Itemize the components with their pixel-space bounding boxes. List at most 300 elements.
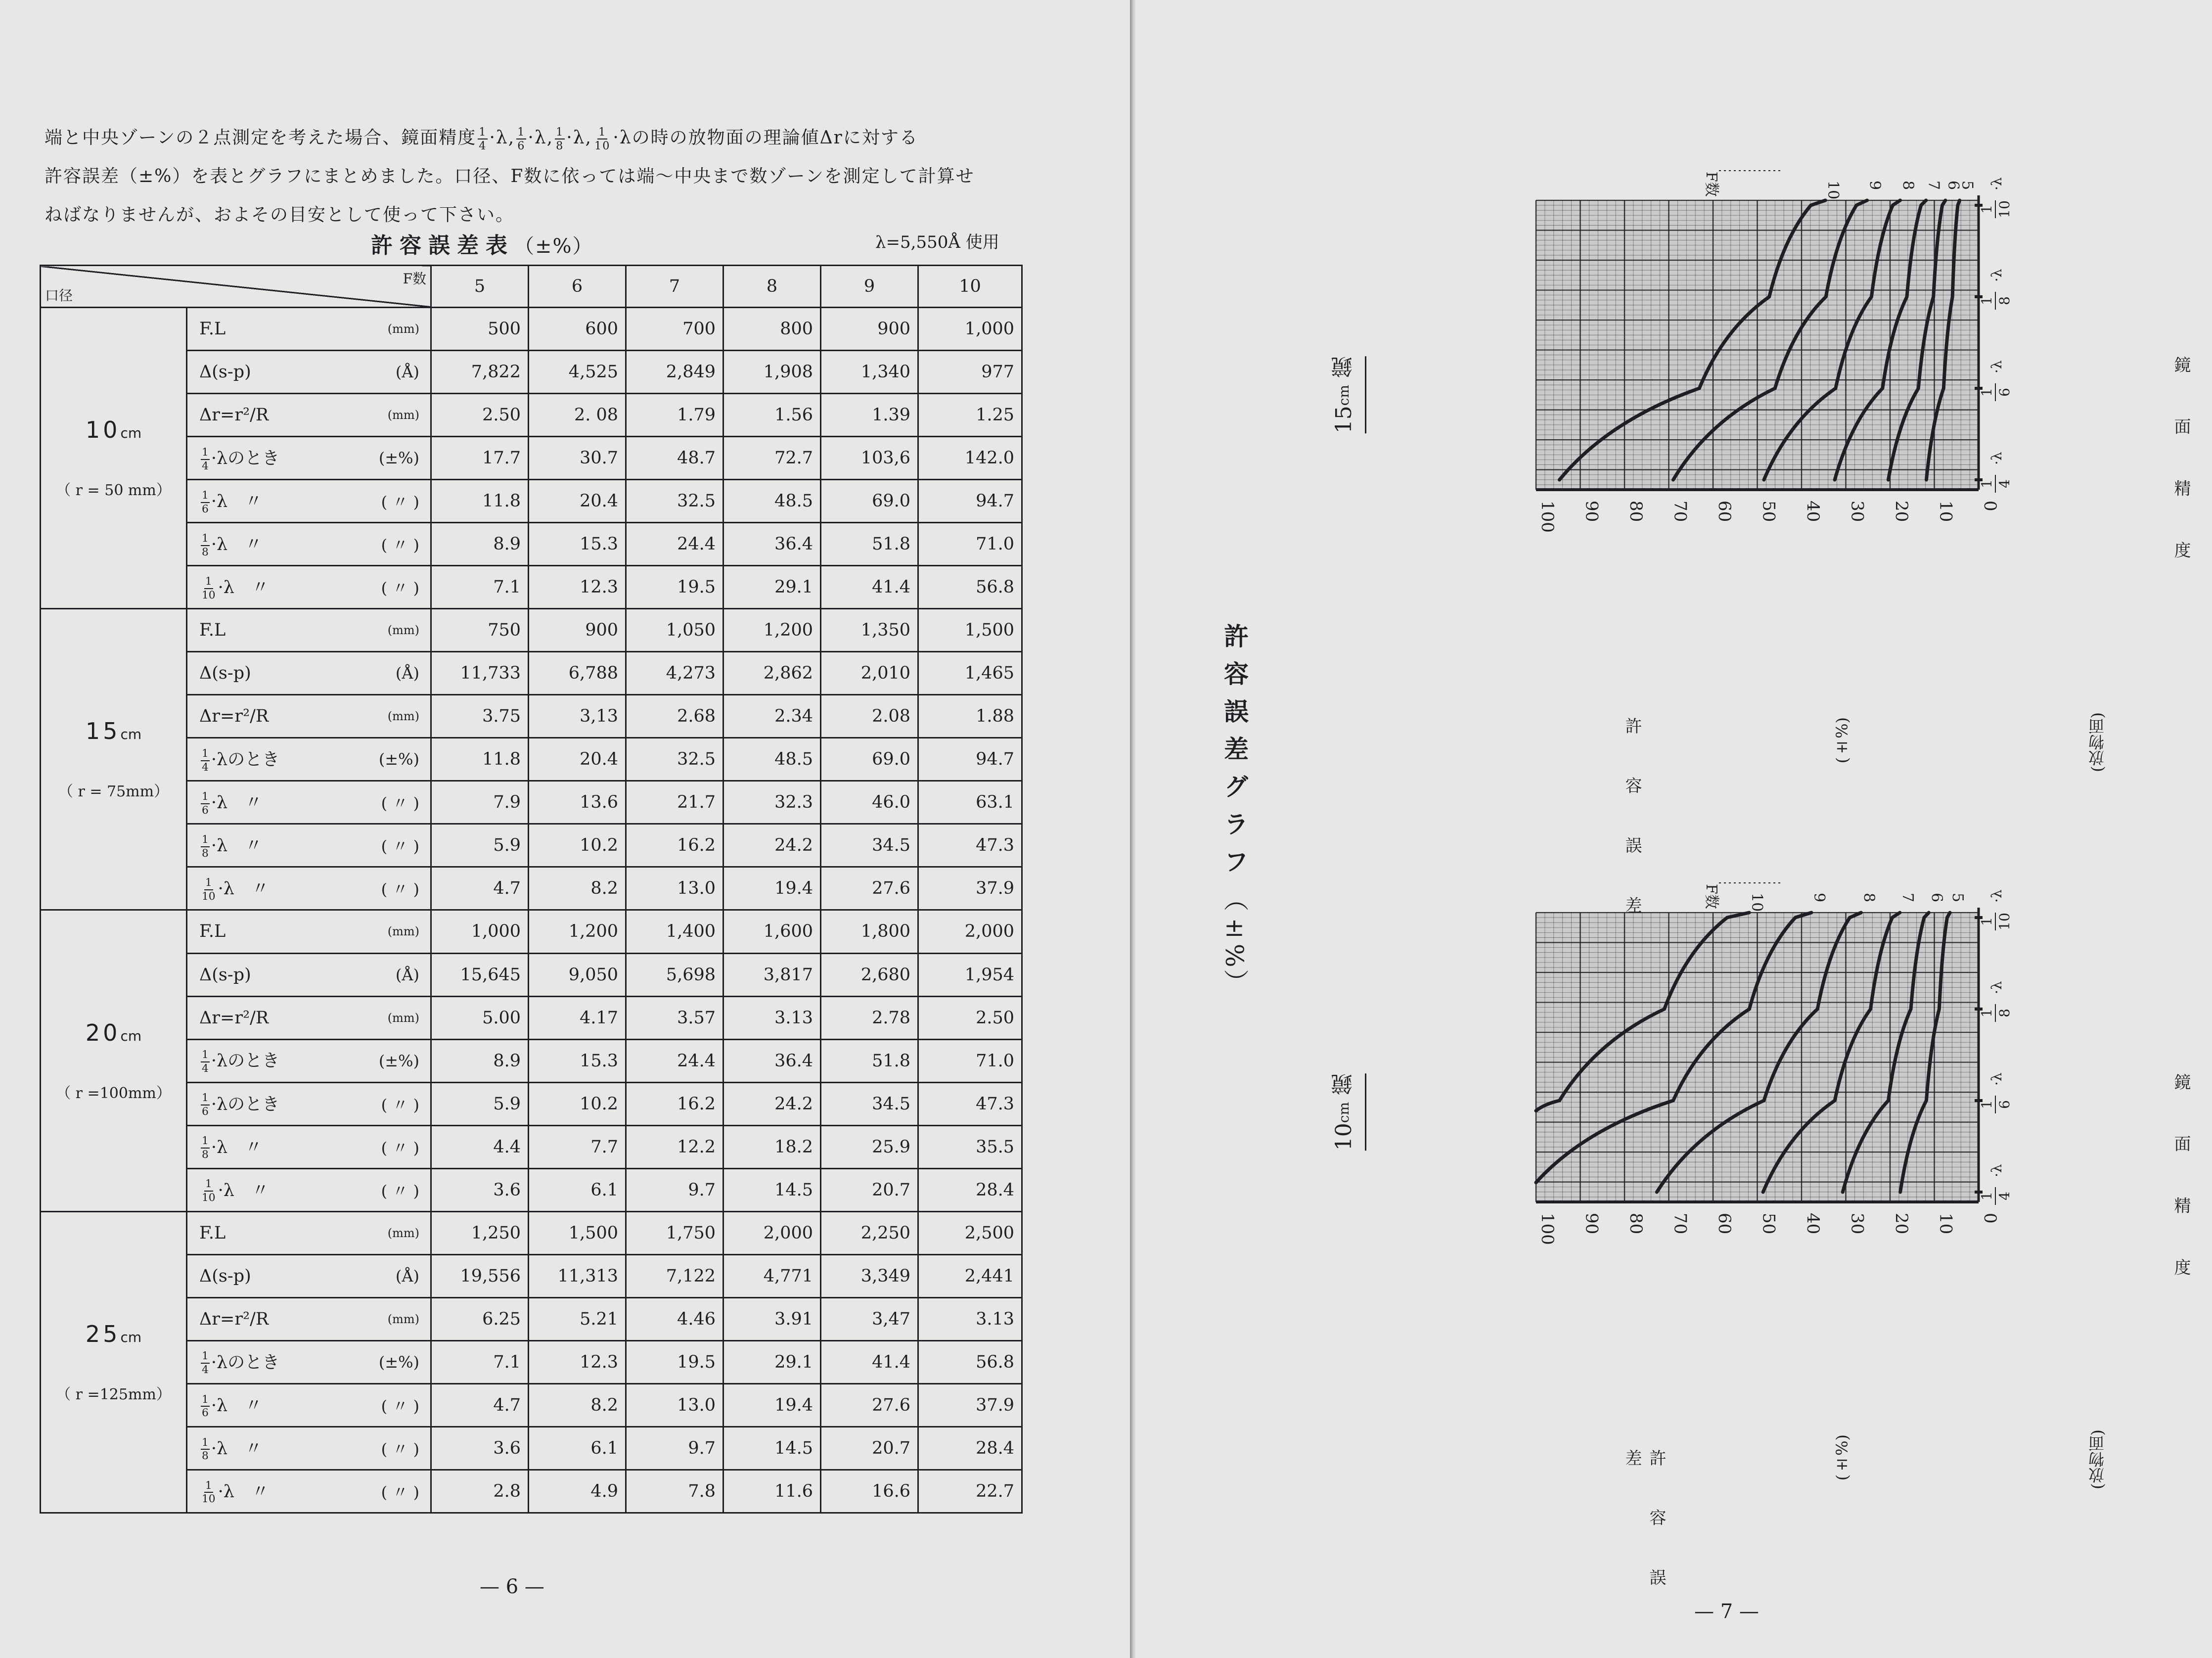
table-row [41,781,1022,824]
aperture-radius: （ r =100mm） [56,1084,171,1102]
row-label-cell [187,1039,431,1082]
table-row [41,1211,1022,1254]
aperture-radius: （ r =125mm） [56,1385,171,1403]
frac-den: 8 [202,847,209,860]
table-cell: 7.9 [431,781,529,824]
intro-text: ·λ, [566,128,592,148]
table-header-row [41,266,1022,308]
table-cell: 10.2 [529,1082,626,1125]
aperture-size-value: 10 [85,416,121,444]
table-row [41,910,1022,953]
x-tick-label: 60 [1715,1213,1734,1235]
table-cell: 4,771 [723,1254,821,1297]
row-unit: ( 〃 ) [381,1439,419,1459]
y-tick-num: 1 [1979,205,1995,214]
f-label [1703,884,1720,909]
frac-num: 1 [204,877,213,890]
table-cell: 12.3 [529,566,626,609]
table-cell: 12.3 [529,1340,626,1383]
row-unit: (mm) [387,1011,419,1025]
table-cell: 1,954 [918,953,1022,996]
y-tick-den: 4 [1996,479,2013,488]
table-cell: 5.00 [431,996,529,1039]
table-cell: 7.1 [431,1340,529,1383]
row-label: ·λ 〃 [211,1137,263,1157]
table-cell: 6.1 [529,1427,626,1470]
intro-paragraph [45,119,1024,234]
table-row [41,1039,1022,1082]
table-cell: 2,000 [918,910,1022,953]
row-unit: (±%) [378,1352,419,1372]
table-row [41,996,1022,1039]
y-tick-num: 1 [1979,1192,1995,1200]
frac-den: 10 [202,1493,216,1506]
graph-title-15cm [1328,356,1366,433]
y-tick-num: 1 [1979,1009,1995,1017]
right-page [1135,0,2212,1658]
table-cell: 8.9 [431,1039,529,1082]
table-cell: 1,000 [431,910,529,953]
row-label-cell [187,996,431,1039]
series-label-text: 6 [1944,181,1962,190]
row-label-cell [187,781,431,824]
graph-15cm [1373,163,2115,648]
table-cell: 1.25 [918,394,1022,437]
table-cell: 4.7 [431,867,529,910]
table-cell: 20.4 [529,480,626,523]
row-label: Δr=r²/R [199,1008,269,1028]
table-cell: 8.9 [431,523,529,566]
x-tick-label: 40 [1803,501,1823,522]
frac-num: 1 [201,748,210,761]
table-cell: 32.5 [626,738,723,781]
table-corner-cell [41,266,431,308]
frac-den: 8 [202,546,209,558]
table-cell: 2,500 [918,1211,1022,1254]
row-label-cell [187,480,431,523]
y-tick-num: 1 [1979,917,1995,926]
graph-title-size: 15 [1331,406,1356,434]
series-label [1866,181,1884,190]
y-tick-label [1979,889,2013,930]
table-cell: 2.50 [918,996,1022,1039]
series-label [1949,893,1966,902]
table-cell: 103,6 [821,437,918,480]
table-cell: 1,750 [626,1211,723,1254]
row-unit: (Å) [395,664,419,683]
frac-den: 10 [202,1192,216,1204]
f-number-header: 9 [821,266,918,308]
frac-num: 1 [201,1394,210,1407]
row-unit: ( 〃 ) [381,579,419,598]
y-tick-label [1979,360,2013,401]
table-cell: 15.3 [529,523,626,566]
table-cell: 9.7 [626,1168,723,1211]
series-label [1928,893,1945,902]
table-cell: 4.9 [529,1470,626,1513]
table-cell: 69.0 [821,738,918,781]
table-cell: 9.7 [626,1427,723,1470]
x-tick-label: 20 [1892,1213,1911,1235]
row-unit: ( 〃 ) [381,794,419,813]
table-cell: 34.5 [821,1082,918,1125]
table-cell: 6,788 [529,652,626,695]
frac-num: 1 [201,834,210,847]
table-cell: 4.17 [529,996,626,1039]
table-cell: 10.2 [529,824,626,867]
frac-den: 4 [202,761,209,774]
row-label-cell [187,523,431,566]
row-label: ·λ 〃 [211,1395,263,1416]
row-unit: ( 〃 ) [381,880,419,899]
f-number-header: 8 [723,266,821,308]
table-cell: 3.6 [431,1427,529,1470]
table-cell: 56.8 [918,1340,1022,1383]
aperture-size-value: 15 [85,718,121,745]
table-cell: 71.0 [918,523,1022,566]
table-cell: 13.0 [626,867,723,910]
fraction [516,127,526,152]
frac-num: 1 [204,1480,213,1493]
table-cell: 41.4 [821,566,918,609]
series-label-text: 8 [1860,893,1878,903]
row-unit: ( 〃 ) [381,1482,419,1502]
intro-text: ·λ, [528,128,554,148]
table-cell: 12.2 [626,1125,723,1168]
y-tick-lambda: ·λ [1988,1072,2005,1086]
table-cell: 28.4 [918,1427,1022,1470]
table-cell: 19.4 [723,1383,821,1427]
table-cell: 94.7 [918,480,1022,523]
table-row [41,1383,1022,1427]
series-label-text: 7 [1925,181,1942,190]
x-zero-note-bottom: (放物面) [2088,1429,2107,1489]
table-cell: 35.5 [918,1125,1022,1168]
table-cell: 11,313 [529,1254,626,1297]
row-unit: ( 〃 ) [381,536,419,555]
row-label: ·λ 〃 [211,535,263,555]
row-label: Δr=r²/R [199,405,269,425]
x-tick-label: 100 [1537,501,1557,533]
graph-title-word: 鏡 [1331,1073,1356,1095]
y-tick-den: 10 [1996,200,2013,218]
fraction [201,877,217,902]
y-tick-label [1979,177,2013,218]
x-tick-label: 70 [1670,1213,1690,1235]
aperture-cell [41,609,187,910]
table-cell: 2,010 [821,652,918,695]
table-row [41,1168,1022,1211]
fraction [201,834,210,859]
frac-den: 6 [202,1105,209,1118]
row-unit: (mm) [387,1312,419,1326]
table-cell: 1,800 [821,910,918,953]
frac-den: 4 [202,1062,209,1075]
row-label-cell [187,652,431,695]
row-label-cell [187,953,431,996]
aperture-size-unit: cm [120,1329,142,1345]
row-label-cell [187,1082,431,1125]
table-cell: 5.9 [431,1082,529,1125]
fraction [478,127,488,152]
table-cell: 1,465 [918,652,1022,695]
table-cell: 72.7 [723,437,821,480]
intro-line-1 [45,119,1024,157]
frac-num: 1 [201,1351,210,1364]
row-label-cell [187,1211,431,1254]
frac-num: 1 [204,1179,213,1192]
table-cell: 7,822 [431,351,529,394]
table-cell: 24.4 [626,523,723,566]
frac-den: 6 [202,804,209,817]
series-label [1824,181,1842,199]
table-cell: 3,349 [821,1254,918,1297]
table-cell: 1,050 [626,609,723,652]
y-tick-lambda: ·λ [1988,360,2005,373]
table-cell: 1.79 [626,394,723,437]
row-label-cell [187,609,431,652]
table-cell: 4.4 [431,1125,529,1168]
table-cell: 1,340 [821,351,918,394]
row-label: Δ(s-p) [199,663,251,684]
table-cell: 47.3 [918,1082,1022,1125]
frac-den: 10 [594,139,611,152]
row-label-cell [187,1340,431,1383]
y-tick-num: 1 [1979,1100,1995,1109]
table-cell: 5.21 [529,1297,626,1340]
table-cell: 63.1 [918,781,1022,824]
table-cell: 700 [626,308,723,351]
fraction [201,447,210,471]
row-label: ·λのとき [211,1352,280,1373]
table-cell: 1,350 [821,609,918,652]
series-label-text: 10 [1748,893,1766,912]
frac-den: 6 [517,139,526,152]
table-row [41,867,1022,910]
row-label: F.L [199,921,226,942]
series-label-text: 8 [1899,181,1917,190]
row-label-cell [187,308,431,351]
table-cell: 51.8 [821,523,918,566]
row-label-cell [187,1125,431,1168]
table-cell: 47.3 [918,824,1022,867]
fraction [593,127,611,152]
table-cell: 37.9 [918,1383,1022,1427]
f-number-header: 5 [431,266,529,308]
x-tick-label: 0 [1980,1213,2000,1224]
frac-num: 1 [516,127,526,139]
tolerance-table [40,265,1023,1514]
f-label-text: F数 [1703,172,1720,197]
table-cell: 3.13 [918,1297,1022,1340]
table-cell: 36.4 [723,1039,821,1082]
row-label: Δr=r²/R [199,706,269,727]
intro-text: 端と中央ゾーンの２点測定を考えた場合、鏡面精度 [45,128,477,148]
table-cell: 32.5 [626,480,723,523]
table-cell: 7.1 [431,566,529,609]
frac-num: 1 [201,1093,210,1105]
table-cell: 6.25 [431,1297,529,1340]
table-row [41,480,1022,523]
table-cell: 51.8 [821,1039,918,1082]
table-cell: 94.7 [918,738,1022,781]
table-cell: 500 [431,308,529,351]
table-cell: 8.2 [529,867,626,910]
fraction [201,1179,217,1203]
row-unit: (±%) [378,1051,419,1070]
row-label: ·λのとき [211,449,280,469]
table-cell: 1,908 [723,351,821,394]
row-label: ·λ 〃 [218,578,269,598]
y-tick-lambda: ·λ [1988,177,2005,190]
frac-num: 1 [201,533,210,546]
x-tick-label: 70 [1670,501,1690,522]
series-label-text: 6 [1928,893,1945,903]
table-cell: 3.57 [626,996,723,1039]
frac-num: 1 [597,127,607,139]
row-label-cell [187,1168,431,1211]
row-unit: ( 〃 ) [381,1396,419,1416]
table-cell: 1,500 [918,609,1022,652]
table-cell: 3,13 [529,695,626,738]
series-label-text: 10 [1824,181,1842,200]
table-cell: 2.78 [821,996,918,1039]
table-cell: 36.4 [723,523,821,566]
y-tick-den: 8 [1996,296,2013,305]
x-tick-label: 90 [1581,501,1602,522]
row-label-cell [187,1254,431,1297]
row-unit: (mm) [387,1226,419,1240]
book-gutter [1130,0,1135,1658]
fraction [201,791,210,816]
series-label [1959,181,1976,190]
row-label-cell [187,351,431,394]
aperture-size-value: 25 [85,1320,121,1347]
graph-10cm [1373,875,2115,1360]
table-cell: 1.56 [723,394,821,437]
x-tick-label: 90 [1581,1213,1602,1235]
table-cell: 3.91 [723,1297,821,1340]
table-row [41,437,1022,480]
table-row [41,1340,1022,1383]
table-cell: 2,250 [821,1211,918,1254]
aperture-size [41,718,186,744]
lambda-note: λ=5,550Å 使用 [875,232,999,252]
y-tick-label [1979,1164,2013,1205]
row-label: ·λ 〃 [211,1438,263,1459]
row-label-cell [187,1470,431,1513]
intro-text: ·λ, [489,128,515,148]
table-cell: 4,525 [529,351,626,394]
row-label-cell [187,867,431,910]
table-cell: 20.7 [821,1427,918,1470]
graph-title-size: 10 [1331,1123,1356,1151]
table-cell: 19.5 [626,566,723,609]
y-tick-label [1979,269,2013,310]
table-cell: 6.1 [529,1168,626,1211]
x-axis-label-top: 許 容 誤 差 [1622,717,1642,932]
table-cell: 1,250 [431,1211,529,1254]
x-tick-label: 0 [1980,501,2000,511]
series-label-text: 9 [1810,893,1828,903]
y-axis-label-top: 鏡 面 精 度 [2171,356,2191,578]
row-unit: ( 〃 ) [381,1181,419,1200]
fraction [201,1050,210,1074]
aperture-size [41,416,186,443]
y-tick-den: 10 [1996,913,2013,930]
table-cell: 9,050 [529,953,626,996]
table-cell: 2,680 [821,953,918,996]
table-cell: 3.13 [723,996,821,1039]
aperture-size-unit: cm [120,1027,142,1044]
y-tick-label [1979,1072,2013,1113]
table-cell: 2.8 [431,1470,529,1513]
aperture-size-value: 20 [85,1019,121,1046]
y-tick-lambda: ·λ [1988,452,2005,465]
series-label-text: 5 [1949,893,1967,903]
table-row [41,1427,1022,1470]
row-label: ·λ 〃 [211,793,263,813]
row-label-cell [187,1297,431,1340]
aperture-cell [41,308,187,609]
x-tick-label: 30 [1847,1213,1867,1235]
table-cell: 2,000 [723,1211,821,1254]
series-label [1899,181,1916,190]
table-cell: 1,000 [918,308,1022,351]
frac-num: 1 [555,127,565,139]
y-tick-label [1979,452,2013,493]
aperture-cell [41,1211,187,1513]
graph-title-unit: cm [1336,1102,1352,1123]
row-label: F.L [199,620,226,641]
table-cell: 600 [529,308,626,351]
row-unit: (mm) [387,709,419,724]
row-label: ·λのとき [211,1094,280,1114]
fraction [201,490,210,514]
table-cell: 56.8 [918,566,1022,609]
fraction [201,1480,217,1505]
corner-aperture-label: 口径 [45,287,73,304]
graph-title-word: 鏡 [1331,356,1356,378]
row-label-cell [187,695,431,738]
series-label-text: 5 [1958,181,1976,190]
y-tick-lambda: ·λ [1988,889,2005,903]
intro-text: ·λの時の放物面の理論値Δrに対する [613,128,918,148]
table-cell: 1.88 [918,695,1022,738]
table-cell: 3.75 [431,695,529,738]
x-zero-note-top: (放物面) [2088,712,2107,772]
table-cell: 21.7 [626,781,723,824]
aperture-size [41,1019,186,1046]
table-cell: 750 [431,609,529,652]
table-row [41,695,1022,738]
row-unit: ( 〃 ) [381,1138,419,1157]
table-cell: 5,698 [626,953,723,996]
table-cell: 5.9 [431,824,529,867]
x-tick-label: 10 [1936,1213,1956,1235]
table-cell: 34.5 [821,824,918,867]
table-row [41,652,1022,695]
table-cell: 142.0 [918,437,1022,480]
y-tick-num: 1 [1979,479,1995,488]
frac-den: 10 [202,589,216,601]
x-tick-label: 60 [1715,501,1734,522]
table-cell: 11.8 [431,480,529,523]
graphs-section-title [1217,623,1252,996]
fraction [201,1351,210,1375]
x-tick-label: 80 [1626,1213,1646,1235]
row-label: ·λ 〃 [218,1180,269,1200]
